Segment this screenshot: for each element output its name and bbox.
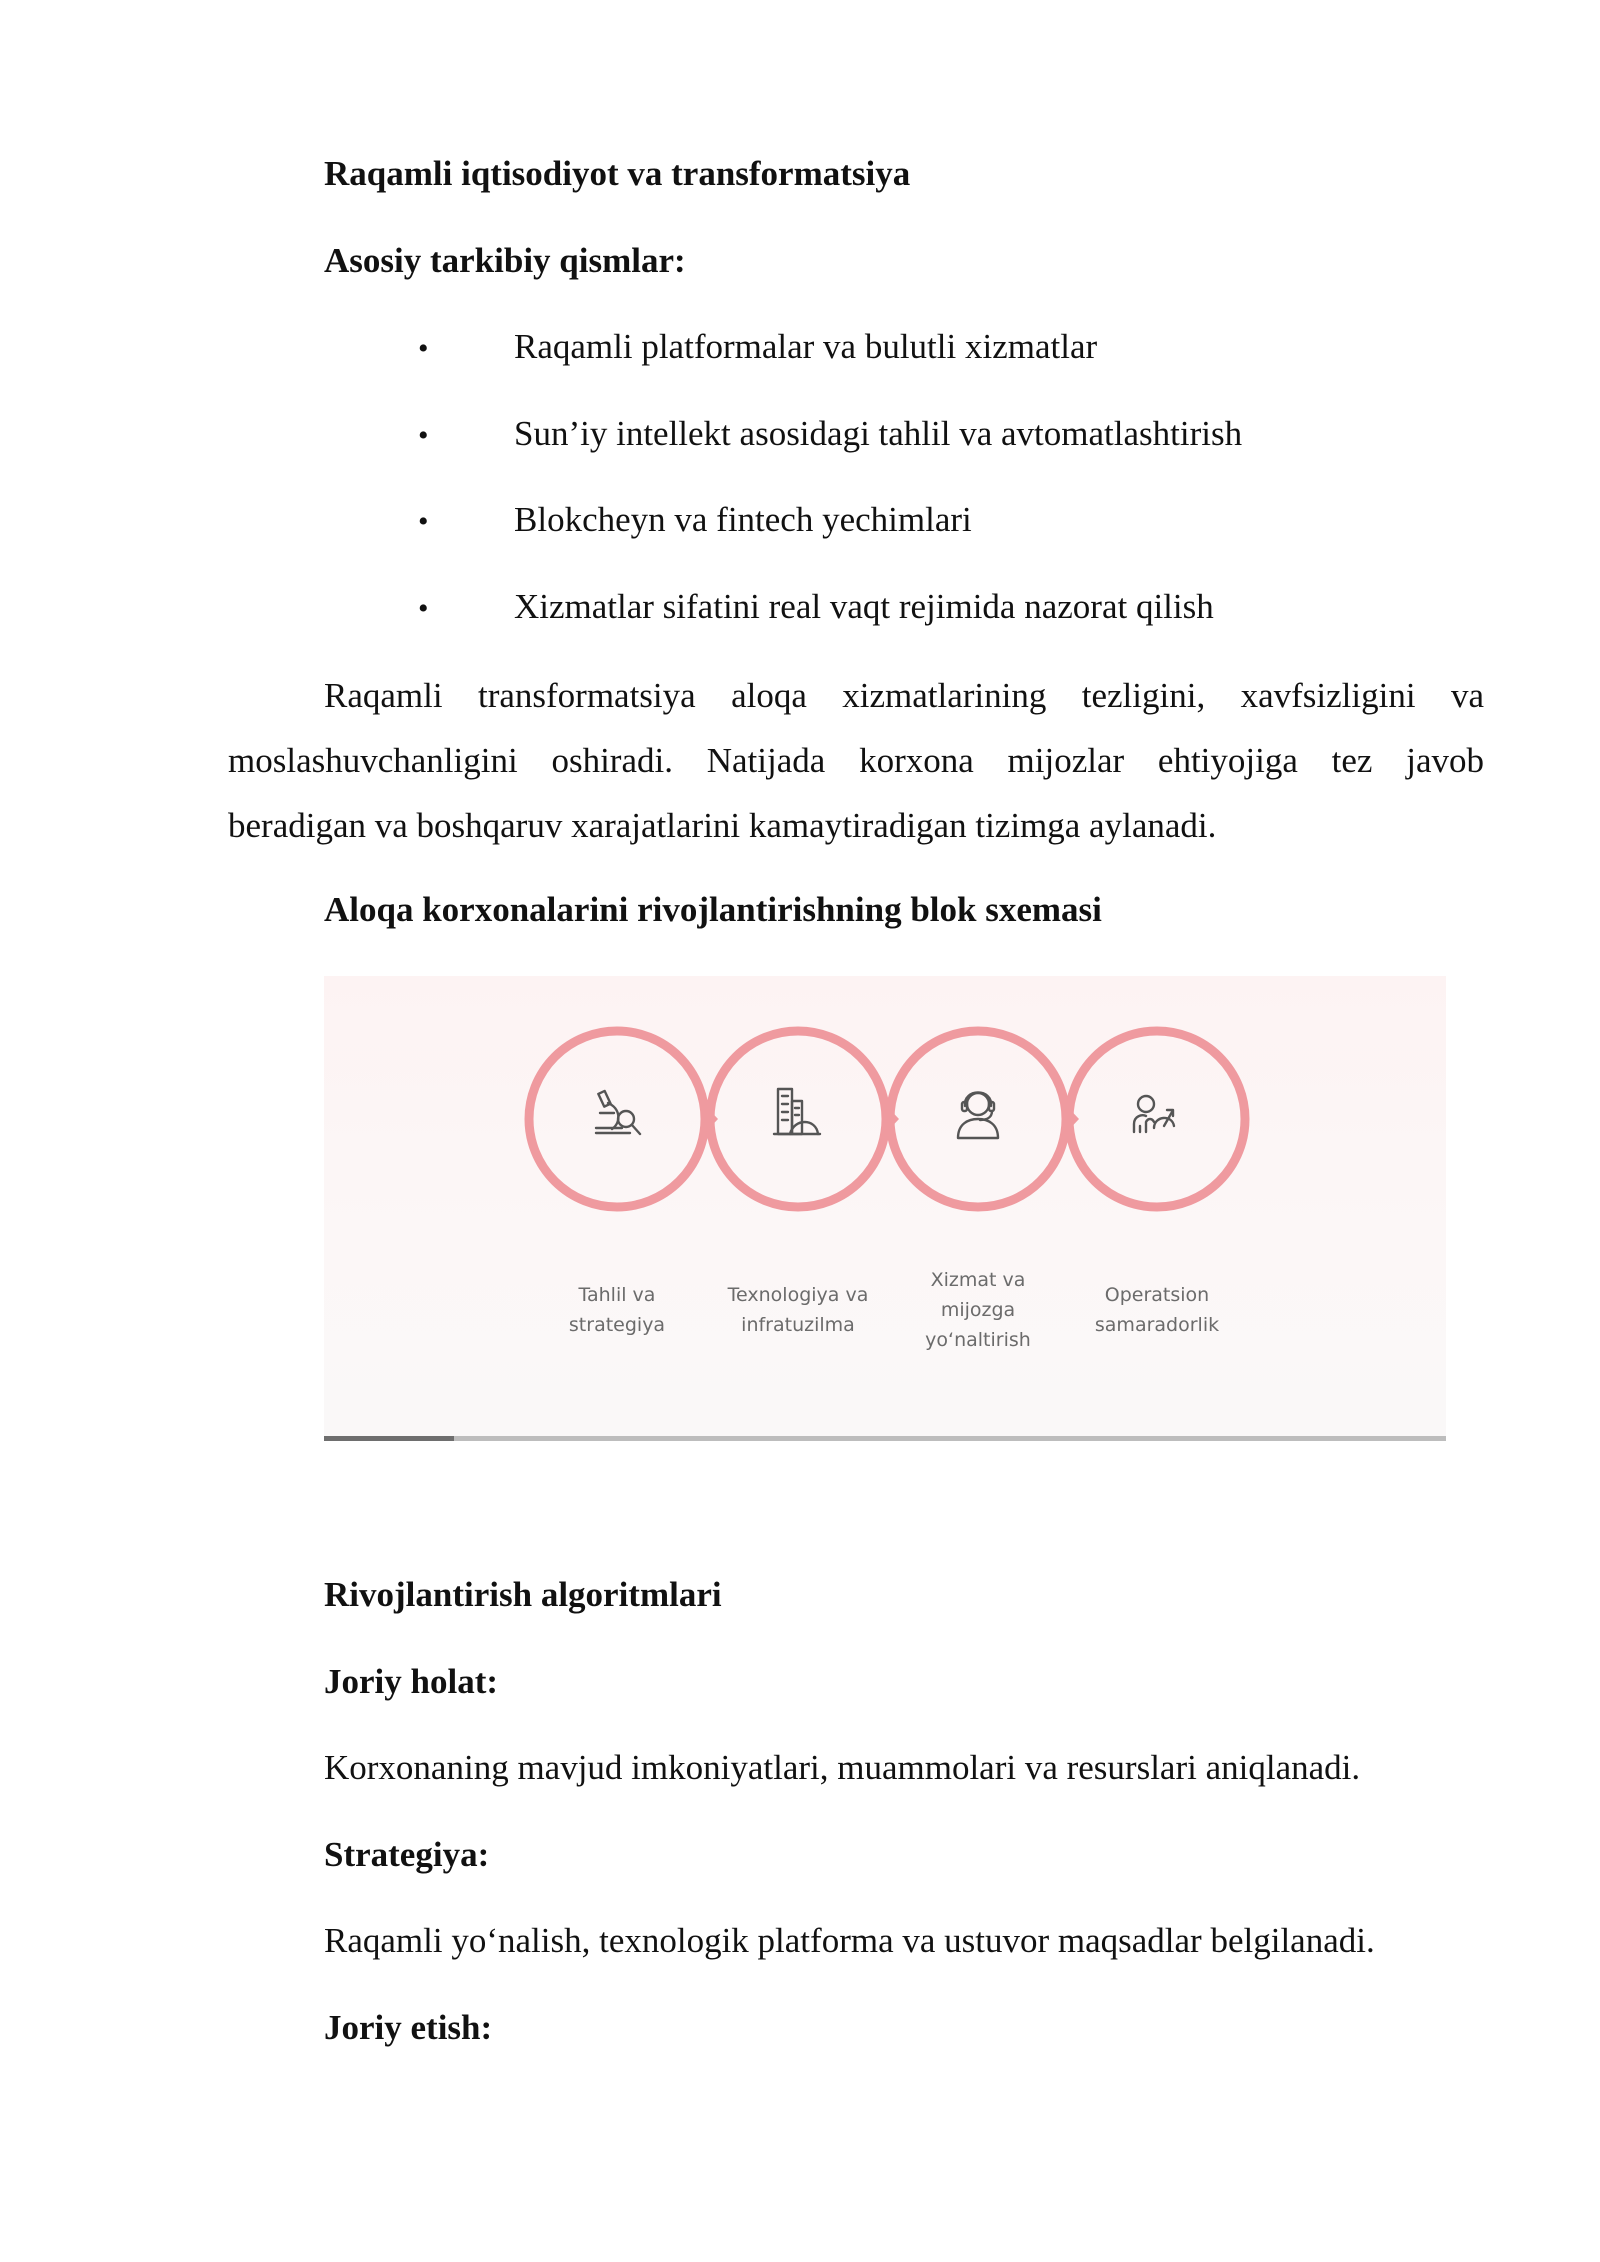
item-text: Korxonaning mavjud imkoniyatlari, muammolari va resurslari aniqlanadi. <box>324 1748 1361 1787</box>
block-diagram <box>324 976 1446 1438</box>
subheading: Asosiy tarkibiy qismlar: <box>324 241 686 280</box>
step-circle-2 <box>710 1031 886 1207</box>
step-circle-4 <box>1069 1031 1245 1207</box>
list-item: Blokcheyn va fintech yechimlari <box>514 500 972 539</box>
paragraph-line: Raqamli transformatsiya aloqa xizmatlarining tezligini, xavfsizligini va <box>324 676 1484 715</box>
microscope-search-icon <box>596 1091 640 1134</box>
bullet-marker: • <box>418 592 429 625</box>
step-label-4: Operatsion samaradorlik <box>1094 1284 1220 1336</box>
paragraph-line: moslashuvchanligini oshiradi. Natijada korxona mijozlar ehtiyojiga tez javob <box>228 741 1484 780</box>
bullet-marker: • <box>418 332 429 365</box>
item-heading: Joriy holat: <box>324 1662 499 1701</box>
figure-title: Aloqa korxonalarini rivojlantirishning blok sxemasi <box>324 890 1102 929</box>
bullet-marker: • <box>418 419 429 452</box>
step-label-1: Tahlil va strategiya <box>568 1284 666 1336</box>
step-label-2: Texnologiya va infratuzilma <box>727 1284 869 1336</box>
diagram-canvas <box>324 976 1446 1438</box>
headset-support-icon <box>958 1093 998 1139</box>
section-title: Rivojlantirish algoritmlari <box>324 1575 722 1614</box>
item-heading: Strategiya: <box>324 1835 490 1874</box>
item-heading: Joriy etish: <box>324 2008 493 2047</box>
bullet-marker: • <box>418 505 429 538</box>
section-heading: Raqamli iqtisodiyot va transformatsiya <box>324 154 911 193</box>
list-item: Xizmatlar sifatini real vaqt rejimida nazorat qilish <box>514 587 1214 626</box>
paragraph-line: beradigan va boshqaruv xarajatlarini kamaytiradigan tizimga aylanadi. <box>228 806 1217 845</box>
performance-gauge-icon <box>1134 1096 1174 1132</box>
building-icon <box>774 1089 820 1134</box>
step-label-3: Xizmat va mijozga yo‘naltirish <box>925 1269 1031 1351</box>
item-text: Raqamli yo‘nalish, texnologik platforma va ustuvor maqsadlar belgilanadi. <box>324 1921 1375 1960</box>
list-item: Raqamli platformalar va bulutli xizmatlar <box>514 327 1098 366</box>
figure-underline <box>324 1436 1446 1441</box>
list-item: Sun’iy intellekt asosidagi tahlil va avtomatlashtirish <box>514 414 1243 453</box>
body-paragraph <box>228 663 1484 858</box>
